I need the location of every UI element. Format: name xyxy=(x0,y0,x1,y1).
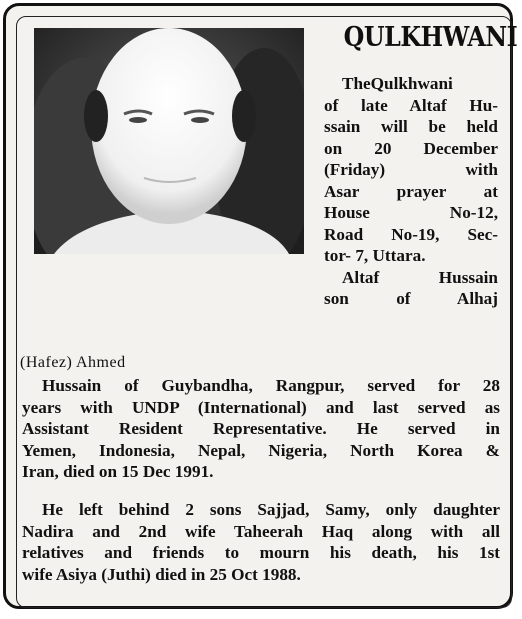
notice-title: QULKHWANI xyxy=(343,22,518,53)
text-line: (Friday) with xyxy=(324,160,498,179)
text-line: years with UNDP (International) and last served as xyxy=(22,397,500,417)
text-line: relatives and friends to mourn his death, his 1st xyxy=(22,543,500,562)
text-line: House No-12, xyxy=(324,203,498,222)
text-line: on 20 December xyxy=(324,138,498,158)
text-line: Iran, died on 15 Dec 1991. xyxy=(22,462,214,481)
portrait-photo xyxy=(34,28,304,254)
text-line: Altaf Hussain xyxy=(342,267,498,287)
right-column-text xyxy=(324,73,498,310)
hafez-line: (Hafez) Ahmed xyxy=(20,354,126,371)
text-line: son of Alhaj xyxy=(324,289,498,308)
text-line: ssain will be held xyxy=(324,117,498,136)
text-line: He left behind 2 sons Sajjad, Samy, only daughter xyxy=(42,500,500,519)
paragraph-service xyxy=(22,375,500,483)
text-line: of late Altaf Hu- xyxy=(324,95,498,115)
text-line: Asar prayer at xyxy=(324,181,498,201)
text-line: Yemen, Indonesia, Nepal, Nigeria, North Korea & xyxy=(22,440,500,460)
text-line: Assistant Resident Representative. He served in xyxy=(22,419,500,438)
text-line: Road No-19, Sec- xyxy=(324,224,498,244)
text-line: TheQulkhwani xyxy=(342,74,453,93)
text-line: Hussain of Guybandha, Rangpur, served for 28 xyxy=(42,376,500,395)
text-line: wife Asiya (Juthi) died in 25 Oct 1988. xyxy=(22,564,301,584)
paragraph-family xyxy=(22,499,500,585)
text-line: Nadira and 2nd wife Taheerah Haq along with all xyxy=(22,521,500,541)
text-line: tor- 7, Uttara. xyxy=(324,246,426,265)
